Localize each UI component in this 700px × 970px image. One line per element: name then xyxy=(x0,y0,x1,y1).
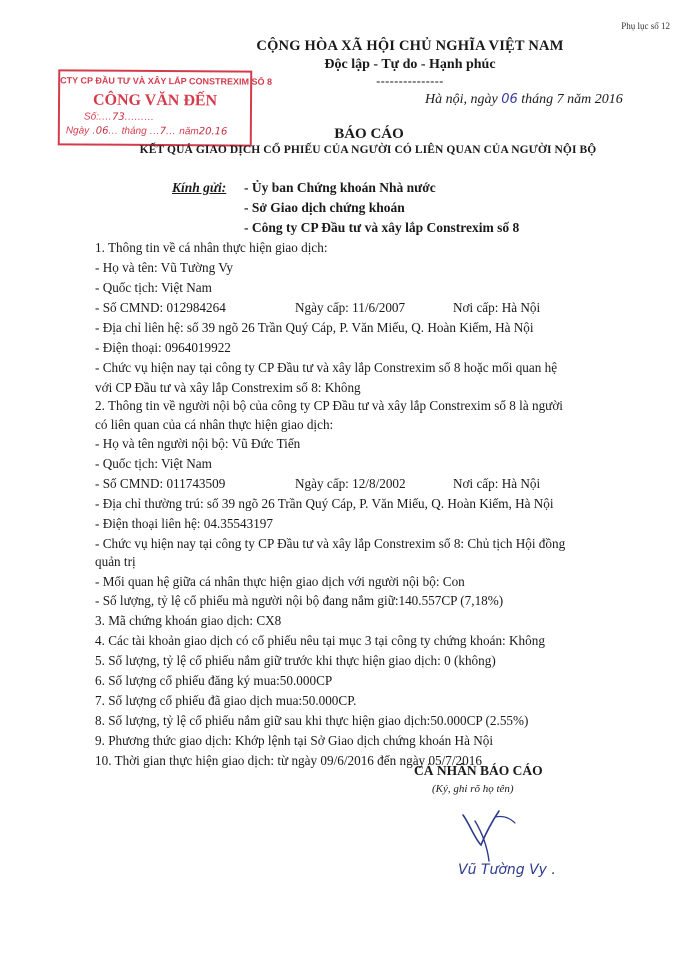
section-10: 10. Thời gian thực hiện giao dịch: từ ngày 09/6/2016 đến ngày 05/7/2016 xyxy=(95,753,482,768)
s2-holding: - Số lượng, tỷ lệ cổ phiếu mà người nội bộ đang nắm giữ:140.557CP (7,18%) xyxy=(95,593,504,608)
handwritten-signature xyxy=(455,805,575,865)
section-3: 3. Mã chứng khoán giao dịch: CX8 xyxy=(95,613,282,628)
stamp-date-line: Ngày .06... tháng ...7... năm20.16 xyxy=(65,125,228,138)
section-4: 4. Các tài khoản giao dịch có cổ phiếu nêu tại mục 3 tại công ty chứng khoán: Không xyxy=(95,633,545,648)
section-9: 9. Phương thức giao dịch: Khớp lệnh tại Sở Giao dịch chứng khoán Hà Nội xyxy=(95,733,494,748)
stamp-title: CÔNG VĂN ĐẾN xyxy=(92,91,218,110)
recipient-item: - Ủy ban Chứng khoán Nhà nước xyxy=(244,180,436,195)
appendix-label: Phụ lục số 12 xyxy=(621,21,670,31)
s1-issue-date: Ngày cấp: 11/6/2007 xyxy=(295,300,406,315)
recipients-label: Kính gửi: xyxy=(172,180,227,195)
section-7: 7. Số lượng cổ phiếu đã giao dịch mua:50.000CP. xyxy=(95,693,357,708)
s1-address: - Địa chỉ liên hệ: số 39 ngõ 26 Trần Quý Cáp, P. Văn Miếu, Q. Hoàn Kiếm, Hà Nội xyxy=(95,320,534,335)
stamp-date-year: 20.16 xyxy=(198,126,228,138)
report-date xyxy=(425,92,623,108)
country-name: CỘNG HÒA XÃ HỘI CHỦ NGHĨA VIỆT NAM xyxy=(256,38,564,54)
stamp-date-day: 06 xyxy=(95,125,109,137)
s1-issue-place: Nơi cấp: Hà Nội xyxy=(453,300,541,315)
stamp-date-label: Ngày xyxy=(65,125,90,137)
s1-position-line-1: - Chức vụ hiện nay tại công ty CP Đầu tư và xây lắp Constrexim số 8 hoặc mối quan hệ xyxy=(95,360,558,375)
recipient-item: - Sở Giao dịch chứng khoán xyxy=(244,200,405,215)
s1-full-name: - Họ và tên: Vũ Tường Vy xyxy=(95,260,233,275)
signature-note: (Ký, ghi rõ họ tên) xyxy=(432,783,514,795)
s1-phone: - Điện thoại: 0964019922 xyxy=(95,340,231,355)
stamp-month-label: tháng xyxy=(121,125,147,137)
report-subtitle: KẾT QUẢ GIAO DỊCH CỔ PHIẾU CỦA NGƯỜI CÓ LIÊN QUAN CỦA NGƯỜI NỘI BỘ xyxy=(139,144,597,156)
s2-insider-name: - Họ và tên người nội bộ: Vũ Đức Tiến xyxy=(95,436,301,451)
s1-nationality: - Quốc tịch: Việt Nam xyxy=(95,280,212,295)
signature-title: CÁ NHÂN BÁO CÁO xyxy=(414,763,543,778)
stamp-date-month: 7 xyxy=(159,126,167,138)
stamp-number-value: 73 xyxy=(112,111,125,123)
signer-name: Vũ Tường Vy . xyxy=(458,862,556,878)
section-8: 8. Số lượng, tỷ lệ cổ phiếu nắm giữ sau khi thực hiện giao dịch:50.000CP (2.55%) xyxy=(95,713,529,728)
s1-position-line-2: với CP Đầu tư và xây lắp Constrexim số 8: Không xyxy=(95,380,361,395)
s2-relationship: - Mối quan hệ giữa cá nhân thực hiện giao dịch với người nội bộ: Con xyxy=(95,574,465,589)
date-day-handwritten: 06 xyxy=(501,92,518,107)
s2-phone: - Điện thoại liên hệ: 04.35543197 xyxy=(95,516,273,531)
national-motto: Độc lập - Tự do - Hạnh phúc xyxy=(324,57,496,72)
header-divider: --------------- xyxy=(376,74,444,88)
stamp-number-label: Số: xyxy=(83,111,99,123)
s2-position-line-2: quản trị xyxy=(95,554,136,569)
stamp-year-label: năm xyxy=(179,126,199,138)
s2-position-line-1: - Chức vụ hiện nay tại công ty CP Đầu tư và xây lắp Constrexim số 8: Chủ tịch Hội đồng xyxy=(95,536,566,551)
s2-address: - Địa chỉ thường trú: số 39 ngõ 26 Trần Quý Cáp, P. Văn Miếu, Q. Hoàn Kiếm, Hà Nội xyxy=(95,496,554,511)
date-prefix: Hà nội, ngày xyxy=(425,92,502,107)
s2-nationality: - Quốc tịch: Việt Nam xyxy=(95,456,212,471)
section-1-heading: 1. Thông tin về cá nhân thực hiện giao dịch: xyxy=(95,240,328,255)
section-2-heading-line-1: 2. Thông tin về người nội bộ của công ty CP Đầu tư và xây lắp Constrexim số 8 là người xyxy=(95,398,563,413)
s2-issue-date: Ngày cấp: 12/8/2002 xyxy=(295,476,406,491)
section-6: 6. Số lượng cổ phiếu đăng ký mua:50.000CP xyxy=(95,673,333,688)
report-title: BÁO CÁO xyxy=(334,126,404,142)
s2-id-number: - Số CMND: 011743509 xyxy=(95,476,226,491)
s1-id-number: - Số CMND: 012984264 xyxy=(95,300,226,315)
recipient-item: - Công ty CP Đầu tư và xây lắp Constrexim số 8 xyxy=(244,220,520,235)
section-2-heading-line-2: có liên quan của cá nhân thực hiện giao dịch: xyxy=(95,417,334,432)
stamp-number-line: Số:....73......... xyxy=(83,111,155,123)
date-suffix: tháng 7 năm 2016 xyxy=(517,92,623,107)
s2-issue-place: Nơi cấp: Hà Nội xyxy=(453,476,541,491)
section-5: 5. Số lượng, tỷ lệ cổ phiếu nắm giữ trước khi thực hiện giao dịch: 0 (không) xyxy=(95,653,496,668)
stamp-company: CTY CP ĐẦU TƯ VÀ XÂY LẮP CONSTREXIM SỐ 8 xyxy=(60,75,273,87)
